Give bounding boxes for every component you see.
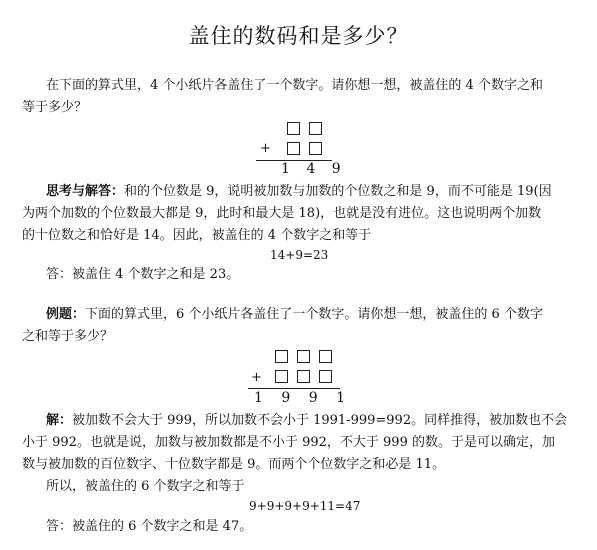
plus-sign: + (260, 141, 271, 156)
example-line1 (46, 304, 576, 326)
solution2-line1 (46, 410, 576, 432)
example-line1-text: 下面的算式里，6 个小纸片各盖住了一个数字。请你想一想，被盖住的 6 个数字 (85, 307, 543, 322)
example-label: 例题： (46, 307, 86, 322)
solution1-line1 (46, 181, 576, 203)
problem1-text-line1: 在下面的算式里，4 个小纸片各盖住了一个数字。请你想一想，被盖住的 4 个数字之和 (46, 78, 543, 93)
covered-digit-box (287, 142, 300, 155)
covered-digit-box (275, 350, 288, 363)
sum-line (248, 388, 340, 389)
example-line2: 之和等于多少？ (22, 329, 114, 344)
plus-sign: + (251, 370, 262, 385)
solution1-answer: 答：被盖住 4 个数字之和是 23。 (46, 267, 240, 282)
solution2-line1-text: 被加数不会大于 999，所以加数不会小于 1991-999=992。同样推得，被加数也不会 (72, 413, 568, 428)
solution2-equation: 9+9+9+9+11=47 (249, 499, 361, 513)
covered-digit-box (309, 122, 322, 135)
solution1-line3: 的十位数之和恰好是 14。因此，被盖住的 4 个数字之和等于 (22, 228, 372, 243)
covered-digit-box (309, 142, 322, 155)
solution1-label: 思考与解答： (46, 184, 125, 199)
solution2-line2: 小于 992。也就是说，加数与被加数都是不小于 992，不大于 999 的数。于是可以确定，加 (22, 435, 555, 450)
covered-digit-box (319, 350, 332, 363)
solution1-equation: 14+9=23 (270, 248, 329, 262)
solution1-line1-text: 和的个位数是 9，说明被加数与加数的个位数之和是 9，而不可能是 19(因 (124, 184, 552, 199)
solution2-label: 解： (46, 413, 73, 428)
covered-digit-box (297, 370, 310, 383)
covered-digit-box (275, 370, 288, 383)
sum-digits: 1 9 9 1 (254, 390, 352, 406)
solution2-line3: 数与被加数的百位数字、十位数字都是 9。而两个个位数字之和必是 11。 (22, 457, 446, 472)
covered-digit-box (287, 122, 300, 135)
problem1-text-line2: 等于多少？ (22, 100, 88, 115)
page-title: 盖住的数码和是多少？ (188, 24, 409, 48)
covered-digit-box (319, 370, 332, 383)
sum-digits: 1 4 9 (281, 161, 347, 177)
solution1-line2: 为两个加数的个位数最大都是 9，此时和最大是 18)，也就是没有进位。这也说明两个加数 (22, 206, 542, 221)
covered-digit-box (297, 350, 310, 363)
solution2-line4: 所以，被盖住的 6 个数字之和等于 (46, 479, 245, 494)
solution2-answer: 答：被盖住的 6 个数字之和是 47。 (46, 519, 253, 534)
